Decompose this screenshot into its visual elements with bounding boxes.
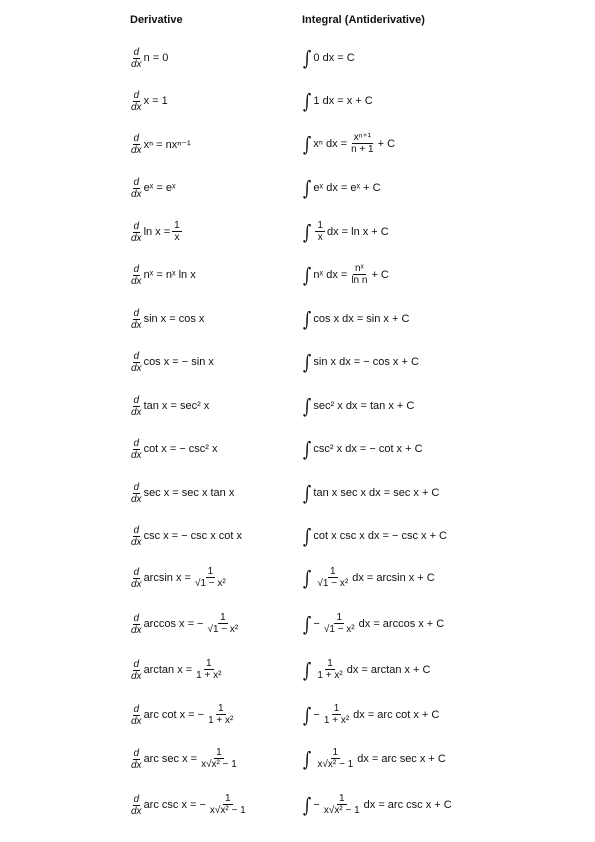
- ddx-denominator: dx: [131, 805, 142, 817]
- ddx-denominator: dx: [131, 670, 142, 682]
- integral-sign-icon: ∫: [303, 793, 312, 817]
- ddx-denominator: dx: [131, 536, 142, 548]
- integral-formula: [302, 652, 430, 688]
- fraction-denominator: n + 1: [351, 144, 374, 155]
- derivative-formula: [130, 606, 242, 642]
- ddx-operator: [130, 659, 143, 682]
- formula-row: [0, 560, 595, 596]
- ddx-denominator: dx: [131, 493, 142, 505]
- integral-text: 1 dx = x + C: [313, 95, 373, 107]
- derivative-formula: [130, 344, 214, 380]
- formula-row: [0, 257, 595, 293]
- integral-formula: [302, 697, 439, 733]
- formula-row: [0, 652, 595, 688]
- formula-row: [0, 606, 595, 642]
- derivative-formula: [130, 257, 196, 293]
- fraction-denominator: x√x² − 1: [323, 805, 360, 816]
- integral-text: xⁿ dx =: [313, 138, 348, 150]
- ddx-numerator: d: [133, 263, 140, 275]
- ddx-numerator: d: [133, 350, 140, 362]
- ddx-denominator: dx: [131, 449, 142, 461]
- derivative-formula: [130, 170, 176, 206]
- ddx-operator: [130, 221, 143, 244]
- integral-sign-icon: ∫: [303, 524, 312, 548]
- integral-sign-icon: ∫: [303, 176, 312, 200]
- derivative-formula: [130, 652, 225, 688]
- integral-tail: + C: [371, 269, 389, 281]
- formula-row: [0, 697, 595, 733]
- ddx-operator: [130, 264, 143, 287]
- derivative-formula: [130, 741, 241, 777]
- integral-column-header: Integral (Antiderivative): [302, 14, 425, 26]
- integral-text: dx = ln x + C: [326, 226, 389, 238]
- integral-sign-icon: ∫: [303, 350, 312, 374]
- integrand-fraction: [322, 612, 357, 636]
- ddx-numerator: d: [133, 176, 140, 188]
- integral-sign-icon: ∫: [303, 481, 312, 505]
- ddx-operator: [130, 567, 143, 590]
- integral-text: sin x dx = − cos x + C: [313, 356, 419, 368]
- ddx-denominator: dx: [131, 58, 142, 70]
- ddx-numerator: d: [133, 46, 140, 58]
- integral-sign: −: [313, 709, 320, 721]
- fraction-numerator: 1: [336, 612, 343, 623]
- ddx-denominator: dx: [131, 232, 142, 244]
- integrand-fraction: [322, 703, 351, 727]
- fraction-denominator: 1 + x²: [208, 715, 234, 726]
- formula-row: [0, 787, 595, 823]
- result-fraction: [349, 132, 376, 156]
- integral-formula: [302, 83, 373, 119]
- ddx-numerator: d: [133, 394, 140, 406]
- ddx-denominator: dx: [131, 275, 142, 287]
- integral-formula: [302, 301, 409, 337]
- fraction-denominator: 1 + x²: [323, 715, 350, 726]
- integral-sign-icon: ∫: [303, 89, 312, 113]
- fraction-numerator: nˣ: [354, 263, 364, 274]
- ddx-numerator: d: [133, 793, 140, 805]
- result-fraction: [349, 263, 369, 287]
- integral-sign-icon: ∫: [303, 132, 312, 156]
- fraction-denominator: 1 + x²: [317, 670, 343, 681]
- derivative-text: xⁿ = nxⁿ⁻¹: [143, 138, 191, 151]
- integral-formula: [302, 560, 435, 596]
- ddx-numerator: d: [133, 658, 140, 670]
- ddx-numerator: d: [133, 132, 140, 144]
- integral-formula: [302, 40, 355, 76]
- ddx-denominator: dx: [131, 362, 142, 374]
- ddx-denominator: dx: [131, 624, 142, 636]
- fraction-denominator: x: [317, 232, 323, 243]
- derivative-text: tan x = sec² x: [143, 400, 210, 412]
- integrand-fraction: [315, 220, 325, 244]
- derivative-formula: [130, 40, 168, 76]
- ddx-numerator: d: [133, 747, 140, 759]
- integral-formula: [302, 344, 419, 380]
- formula-row: [0, 40, 595, 76]
- integral-formula: [302, 787, 452, 823]
- fraction-denominator: ln n: [351, 275, 368, 286]
- fraction-numerator: 1: [216, 747, 222, 758]
- integral-text: cot x csc x dx = − csc x + C: [313, 530, 447, 542]
- ddx-operator: [130, 177, 143, 200]
- derivative-text: arctan x =: [143, 664, 193, 676]
- formula-row: [0, 344, 595, 380]
- derivative-fraction: [194, 658, 223, 682]
- integrand-fraction: [322, 793, 362, 817]
- derivative-text: eˣ = eˣ: [143, 182, 176, 194]
- formula-row: [0, 475, 595, 511]
- ddx-operator: [130, 482, 143, 505]
- integral-formula: [302, 741, 446, 777]
- integral-text: eˣ dx = eˣ + C: [313, 182, 381, 194]
- integral-sign-icon: ∫: [303, 394, 312, 418]
- integral-formula: [302, 214, 389, 250]
- fraction-numerator: 1: [174, 220, 180, 231]
- derivative-column-header: Derivative: [130, 14, 183, 26]
- ddx-denominator: dx: [131, 188, 142, 200]
- derivative-text: arc csc x = −: [143, 799, 206, 811]
- ddx-denominator: dx: [131, 578, 142, 590]
- integral-formula: [302, 388, 414, 424]
- integral-sign: −: [313, 618, 320, 630]
- integral-formula: [302, 606, 444, 642]
- derivative-fraction: [172, 220, 182, 244]
- formula-row: [0, 214, 595, 250]
- integral-sign-icon: ∫: [303, 703, 312, 727]
- ddx-operator: [130, 704, 143, 727]
- fraction-denominator: x: [174, 232, 180, 243]
- derivative-formula: [130, 697, 237, 733]
- ddx-denominator: dx: [131, 406, 142, 418]
- fraction-denominator: √1 − x²: [323, 624, 355, 635]
- fraction-denominator: x√x² − 1: [317, 759, 354, 770]
- integral-sign-icon: ∫: [303, 612, 312, 636]
- integral-formula: [302, 257, 389, 293]
- fraction-numerator: 1: [220, 612, 226, 623]
- integral-text: dx = arc sec x + C: [357, 753, 446, 765]
- ddx-operator: [130, 351, 143, 374]
- derivative-text: n = 0: [143, 52, 169, 64]
- derivative-fraction: [206, 703, 235, 727]
- integrand-fraction: [315, 566, 350, 590]
- ddx-operator: [130, 133, 143, 156]
- derivative-text: x = 1: [143, 95, 168, 107]
- fraction-denominator: √1 − x²: [194, 578, 226, 589]
- derivative-formula: [130, 301, 204, 337]
- derivative-formula: [130, 214, 184, 250]
- integral-sign-icon: ∫: [303, 46, 312, 70]
- derivative-text: arccos x = −: [143, 618, 204, 630]
- formula-row: [0, 83, 595, 119]
- fraction-denominator: √1 − x²: [317, 578, 349, 589]
- formula-row: [0, 301, 595, 337]
- derivative-formula: [130, 388, 209, 424]
- fraction-numerator: 1: [217, 703, 224, 714]
- derivative-formula: [130, 83, 168, 119]
- ddx-operator: [130, 395, 143, 418]
- derivative-formula: [130, 431, 218, 467]
- integral-text: nˣ dx =: [313, 269, 348, 281]
- integral-sign-icon: ∫: [303, 263, 312, 287]
- fraction-numerator: 1: [317, 220, 323, 231]
- integral-text: sec² x dx = tan x + C: [313, 400, 415, 412]
- fraction-numerator: 1: [332, 747, 339, 758]
- integral-sign-icon: ∫: [303, 220, 312, 244]
- ddx-operator: [130, 794, 143, 817]
- ddx-numerator: d: [133, 612, 140, 624]
- ddx-operator: [130, 525, 143, 548]
- integral-tail: + C: [377, 138, 396, 150]
- formula-row: [0, 388, 595, 424]
- ddx-denominator: dx: [131, 101, 142, 113]
- derivative-formula: [130, 560, 230, 596]
- ddx-operator: [130, 308, 143, 331]
- ddx-numerator: d: [133, 524, 140, 536]
- fraction-numerator: 1: [225, 793, 231, 804]
- formula-row: [0, 741, 595, 777]
- integral-sign-icon: ∫: [303, 566, 312, 590]
- ddx-numerator: d: [133, 437, 140, 449]
- fraction-numerator: 1: [207, 566, 214, 577]
- derivative-text: nˣ = nˣ ln x: [143, 269, 196, 281]
- derivative-formula: [130, 475, 234, 511]
- ddx-denominator: dx: [131, 715, 142, 727]
- fraction-denominator: √1 − x²: [207, 624, 239, 635]
- integral-text: cos x dx = sin x + C: [313, 313, 410, 325]
- ddx-denominator: dx: [131, 759, 142, 771]
- derivative-text: sec x = sec x tan x: [143, 487, 235, 499]
- ddx-numerator: d: [133, 307, 140, 319]
- ddx-numerator: d: [133, 703, 140, 715]
- ddx-operator: [130, 438, 143, 461]
- integral-text: 0 dx = C: [313, 52, 355, 64]
- ddx-numerator: d: [133, 220, 140, 232]
- integral-formula: [302, 126, 395, 162]
- integral-formula: [302, 170, 381, 206]
- integral-text: dx = arcsin x + C: [352, 572, 435, 584]
- formula-row: [0, 431, 595, 467]
- derivative-text: ln x =: [143, 226, 171, 238]
- integral-sign: −: [313, 799, 320, 811]
- integral-text: tan x sec x dx = sec x + C: [313, 487, 440, 499]
- integral-text: dx = arccos x + C: [358, 618, 445, 630]
- formula-row: [0, 518, 595, 554]
- derivative-formula: [130, 518, 242, 554]
- integral-text: dx = arc csc x + C: [363, 799, 452, 811]
- derivative-formula: [130, 787, 250, 823]
- ddx-operator: [130, 748, 143, 771]
- derivative-fraction: [205, 612, 240, 636]
- integrand-fraction: [315, 658, 344, 682]
- ddx-numerator: d: [133, 566, 140, 578]
- formula-row: [0, 170, 595, 206]
- integrand-fraction: [315, 747, 355, 771]
- ddx-denominator: dx: [131, 319, 142, 331]
- integral-formula: [302, 431, 423, 467]
- integral-sign-icon: ∫: [303, 437, 312, 461]
- derivative-fraction: [193, 566, 228, 590]
- fraction-numerator: 1: [333, 703, 340, 714]
- formula-row: [0, 126, 595, 162]
- integral-text: csc² x dx = − cot x + C: [313, 443, 423, 455]
- derivative-fraction: [208, 793, 248, 817]
- fraction-denominator: x√x² − 1: [201, 759, 237, 770]
- derivative-text: cot x = − csc² x: [143, 443, 218, 455]
- integral-sign-icon: ∫: [303, 747, 312, 771]
- fraction-numerator: 1: [206, 658, 212, 669]
- ddx-operator: [130, 90, 143, 113]
- fraction-numerator: 1: [327, 658, 333, 669]
- derivative-text: csc x = − csc x cot x: [143, 530, 242, 542]
- ddx-operator: [130, 613, 143, 636]
- ddx-numerator: d: [133, 481, 140, 493]
- derivative-fraction: [199, 747, 239, 771]
- integral-formula: [302, 475, 439, 511]
- derivative-text: arc cot x = −: [143, 709, 205, 721]
- derivative-text: arc sec x =: [143, 753, 198, 765]
- integral-text: dx = arctan x + C: [346, 664, 431, 676]
- derivative-text: arcsin x =: [143, 572, 191, 584]
- integral-sign-icon: ∫: [303, 307, 312, 331]
- fraction-denominator: 1 + x²: [196, 670, 222, 681]
- integral-sign-icon: ∫: [303, 658, 312, 682]
- ddx-operator: [130, 47, 143, 70]
- ddx-numerator: d: [133, 89, 140, 101]
- fraction-numerator: 1: [338, 793, 345, 804]
- fraction-denominator: x√x² − 1: [209, 805, 246, 816]
- integral-formula: [302, 518, 447, 554]
- derivative-text: sin x = cos x: [143, 313, 205, 325]
- integral-text: dx = arc cot x + C: [353, 709, 440, 721]
- derivative-formula: [130, 126, 191, 162]
- fraction-numerator: xⁿ⁺¹: [353, 132, 371, 143]
- derivative-text: cos x = − sin x: [143, 356, 214, 368]
- ddx-denominator: dx: [131, 144, 142, 156]
- fraction-numerator: 1: [330, 566, 336, 577]
